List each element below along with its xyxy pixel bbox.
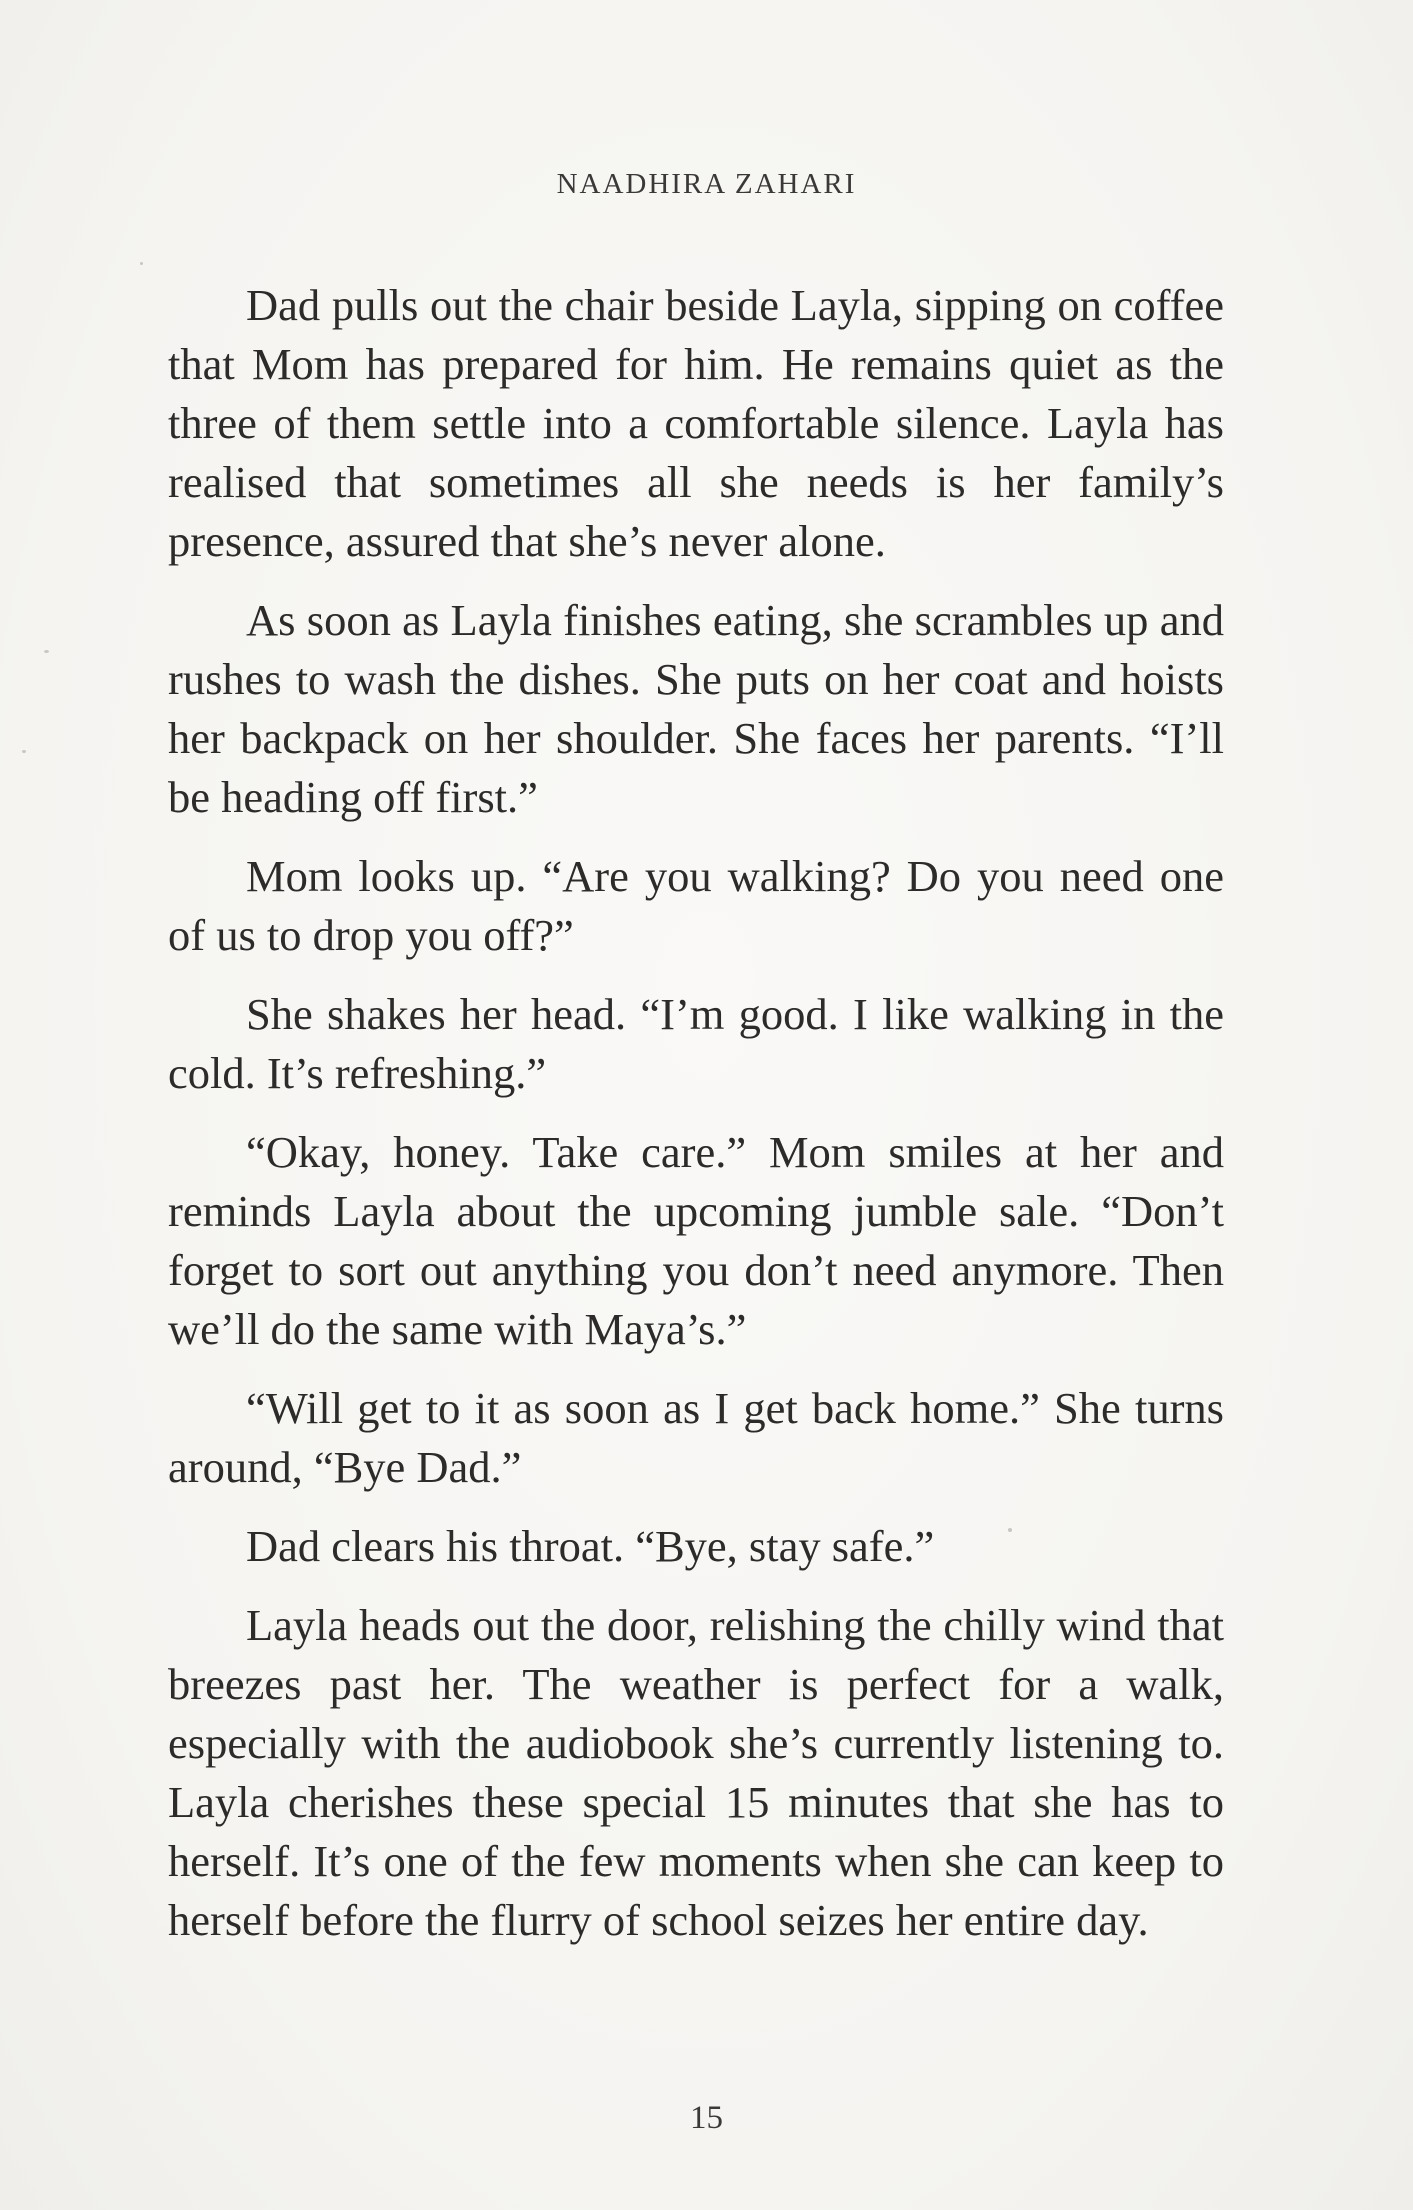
paragraph-4: She shakes her head. “I’m good. I like walking in the cold. It’s refreshing.” bbox=[168, 989, 1224, 1098]
paper-speck bbox=[22, 750, 26, 753]
paper-speck bbox=[140, 262, 143, 265]
paragraph-7: Dad clears his throat. “Bye, stay safe.” bbox=[246, 1521, 935, 1571]
paragraph-6: “Will get to it as soon as I get back home.” She turns around, “Bye Dad.” bbox=[168, 1383, 1224, 1492]
paragraph-1: Dad pulls out the chair beside Layla, sipping on coffee that Mom has prepared for him. He remains quiet as the three of them settle into a comfortable silence. Layla has realised that sometimes all she needs is her family’s presence, assured that she’s never alone. bbox=[168, 280, 1224, 566]
body-text bbox=[168, 276, 1224, 1970]
paragraph-3: Mom looks up. “Are you walking? Do you need one of us to drop you off?” bbox=[168, 851, 1224, 960]
paragraph-8: Layla heads out the door, relishing the chilly wind that breezes past her. The weather is perfect for a walk, especially with the audiobook she’s currently listening to. Layla cherishes these special 15 minutes that she has to herself. It’s one of the few moments when she can keep to herself before the flurry of school seizes her entire day. bbox=[168, 1600, 1224, 1945]
page-number: 15 bbox=[690, 2100, 723, 2136]
running-head: NAADHIRA ZAHARI bbox=[556, 168, 857, 200]
paragraph-5: “Okay, honey. Take care.” Mom smiles at her and reminds Layla about the upcoming jumble sale. “Don’t forget to sort out anything you don’t need anymore. Then we’ll do the same with Maya’s.” bbox=[168, 1127, 1224, 1354]
paper-speck bbox=[44, 650, 49, 653]
paragraph-2: As soon as Layla finishes eating, she scrambles up and rushes to wash the dishes. She puts on her coat and hoists her backpack on her shoulder. She faces her parents. “I’ll be heading off first.” bbox=[168, 595, 1224, 822]
